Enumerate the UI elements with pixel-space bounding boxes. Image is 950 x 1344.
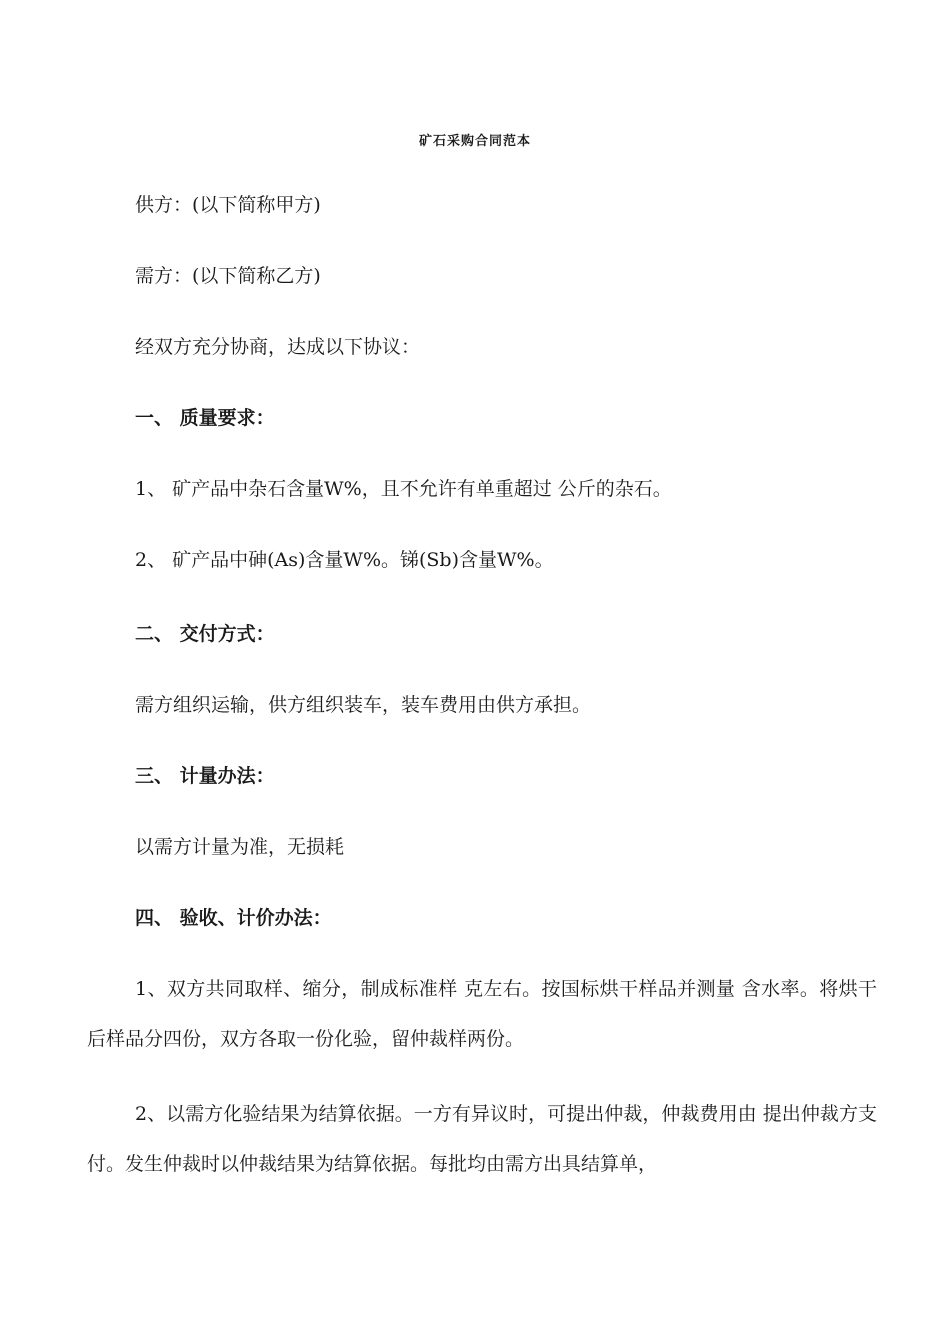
quality-item-1: 1、 矿产品中杂石含量W%，且不允许有单重超过 公斤的杂石。: [135, 478, 672, 500]
document-title: 矿石采购合同范本: [418, 134, 531, 149]
acceptance-item-2: 2、以需方化验结果为结算依据。一方有异议时，可提出仲裁，仲裁费用由 提出仲裁方支付。发生仲裁时以仲裁结果为结算依据。每批均由需方出具结算单，: [87, 1103, 877, 1175]
supplier-line: 供方：(以下简称甲方): [135, 194, 321, 216]
intro-line: 经双方充分协商，达成以下协议：: [135, 336, 421, 358]
section-heading-acceptance: 四、 验收、计价办法：: [135, 907, 332, 929]
acceptance-item-1: 1、双方共同取样、缩分，制成标准样 克左右。按国标烘干样品并测量 含水率。将烘干后样品分四份，双方各取一份化验，留仲裁样两份。: [87, 978, 877, 1050]
section-heading-delivery: 二、 交付方式：: [135, 623, 275, 645]
buyer-line: 需方：(以下简称乙方): [135, 265, 321, 287]
quality-item-2: 2、 矿产品中砷(As)含量W%。锑(Sb)含量W%。: [135, 549, 554, 571]
section-heading-quality: 一、 质量要求：: [135, 407, 275, 429]
section-heading-measurement: 三、 计量办法：: [135, 765, 275, 787]
delivery-text: 需方组织运输，供方组织装车，装车费用由供方承担。: [135, 694, 592, 716]
measurement-text: 以需方计量为准，无损耗: [135, 836, 345, 858]
